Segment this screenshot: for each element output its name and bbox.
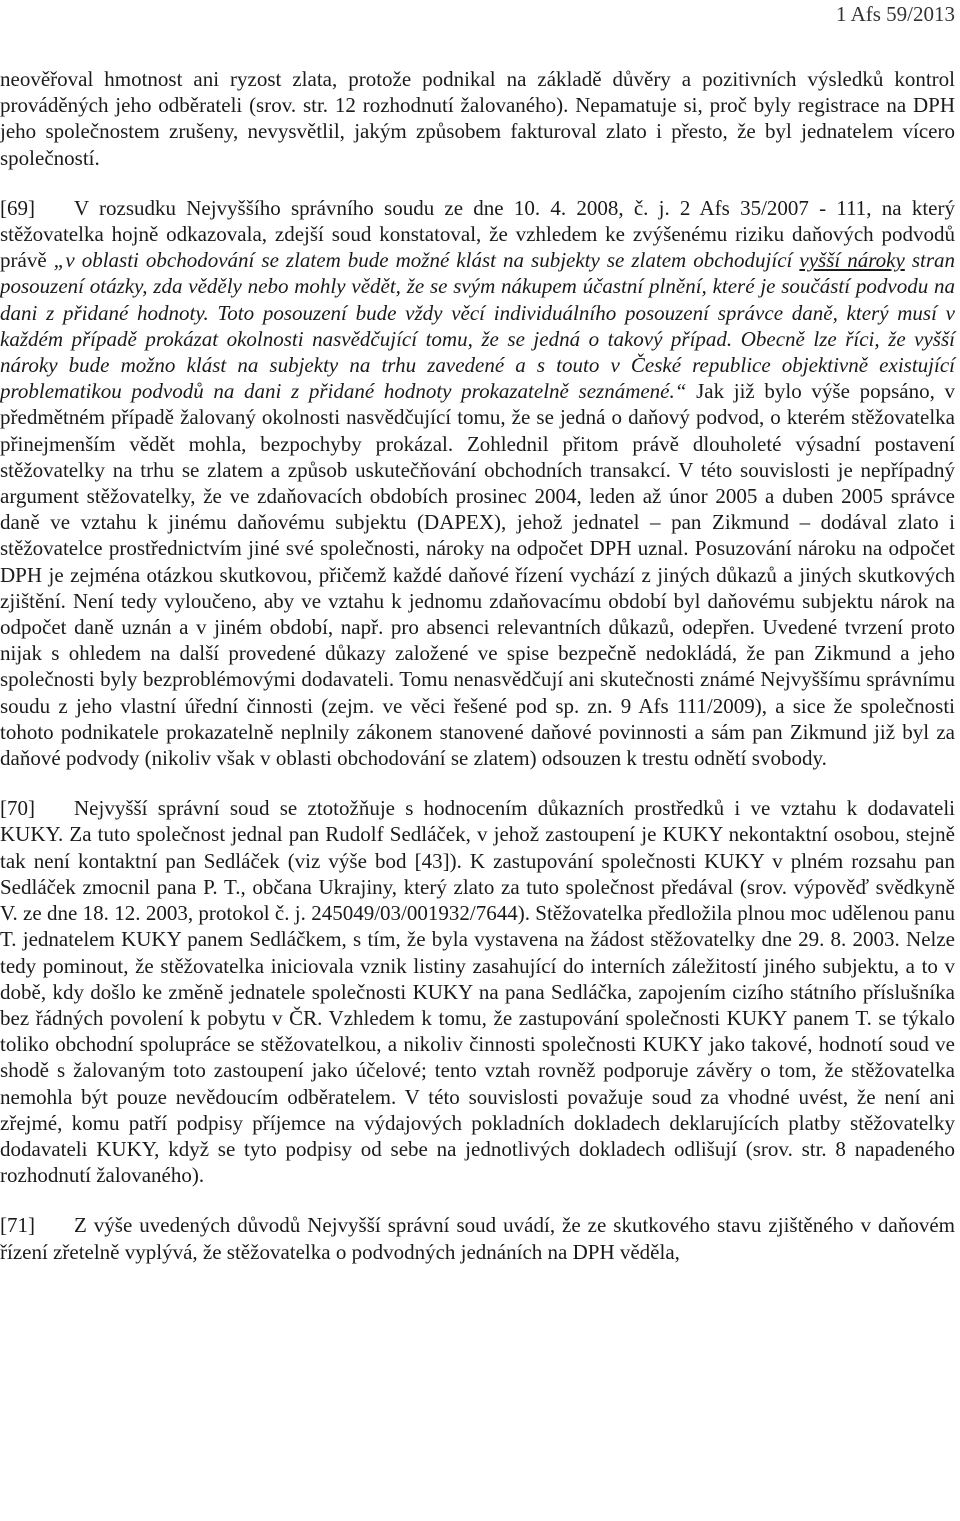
paragraph-text-continued: Jak již bylo výše popsáno, v předmětném případě žalovaný okolnosti nasvědčující tomu, že se jedná o daňový podvod, o kterém stěžovatelka přinejmenším vědět mohla, bezpochyby prokázal. Zohlednil přitom právě dlouholeté výsadní postavení stěžovatelky na trhu se zlatem a způsob uskutečňování obchodních transakcí. V této souvislosti je nepřípadný argument stěžovatelky, že ve zdaňovacích obdobích prosinec 2004, leden až únor 2005 a duben 2005 správce daně ve vztahu k jinému daňovému subjektu (DAPEX), jehož jednatel – pan Zikmund – dodával zlato i stěžovatelce prostřednictvím jiné své společnosti, nároky na odpočet DPH uznal. Posuzování nároku na odpočet DPH je zejména otázkou skutkovou, přičemž každé daňové řízení vychází z jiných důkazů a jiných skutkových zjištění. Není tedy vyloučeno, aby ve vztahu k jednomu zdaňovacímu období byl daňovému subjektu nárok na odpočet daně uznán a v jiném období, např. pro absenci relevantních důkazů, odepřen. Uvedené tvrzení proto nijak s ohledem na další provedené důkazy založené ve spise bezpečně nedokládá, že pan Zikmund a jeho společnosti byly bezproblémovými dodavateli. Tomu nenasvědčují ani skutečnosti známé Nejvyššímu správnímu soudu z jeho vlastní úřední činnosti (zejm. ve věci řešené pod sp. zn. 9 Afs 111/2009), a sice že společnosti tohoto podnikatele prokazatelně neplnily zákonem stanovené daňové povinnosti a sám pan Zikmund již byl za daňové podvody (nikoliv však v oblasti obchodování se zlatem) odsouzen k trestu odnětí svobody. xyxy=(0,379,955,771)
paragraph-70 xyxy=(0,795,955,1188)
court-quote: „v oblasti obchodování se zlatem bude možné klást na subjekty se zlatem obchodující xyxy=(53,248,800,273)
paragraph-gap xyxy=(0,1188,955,1212)
case-number-header: 1 Afs 59/2013 xyxy=(835,2,955,26)
paragraph-number: [71] xyxy=(0,1213,35,1238)
court-quote-continued: stran posouzení otázky, zda věděly nebo mohly vědět, že se svým nákupem účastní plnění, které je součástí podvodu na dani z přidané hodnoty. Toto posouzení bude vždy věcí individuálního posouzení správce daně, který musí v každém případě prokázat okolnosti nasvědčující tomu, že se jedná o takový případ. Obecně lze říci, že vyšší nároky bude možno klást na subjekty na trhu zavedené a s touto v České republice objektivně existující problematikou podvodů na dani z přidané hodnoty prokazatelně seznámené.“ xyxy=(0,248,956,404)
paragraph-69 xyxy=(0,195,955,771)
paragraph-text: Z výše uvedených důvodů Nejvyšší správní soud uvádí, že ze skutkového stavu zjištěného v daňovém řízení zřetelně vyplývá, že stěžovatelka o podvodných jednáních na DPH věděla, xyxy=(0,1213,955,1264)
paragraph-text: V rozsudku Nejvyššího správního soudu ze dne 10. 4. 2008, č. j. 2 Afs 35/2007 - 111, na který stěžovatelka hojně odkazovala, zdejší soud konstatoval, že vzhledem ke zvýšenému riziku daňových podvodů právě xyxy=(0,195,955,273)
intro-paragraph: neověřoval hmotnost ani ryzost zlata, protože podnikal na základě důvěry a pozitivních výsledků kontrol prováděných jeho odběrateli (srov. str. 12 rozhodnutí žalovaného). Nepamatuje si, proč byly registrace na DPH jeho společnostem zrušeny, nevysvětlil, jakým způsobem fakturoval zlato i přesto, že byl jednatelem vícero společností. xyxy=(0,67,955,170)
paragraph-71 xyxy=(0,1212,955,1264)
paragraph-number: [70] xyxy=(0,796,35,821)
paragraph-gap xyxy=(0,171,955,195)
paragraph-number: [69] xyxy=(0,195,35,220)
court-quote-underlined: vyšší nároky xyxy=(799,248,905,273)
paragraph-gap xyxy=(0,771,955,795)
paragraph-text: Nejvyšší správní soud se ztotožňuje s hodnocením důkazních prostředků i ve vztahu k dodavateli KUKY. Za tuto společnost jednal pan Rudolf Sedláček, v jehož zastoupení je KUKY nekontaktní osobou, stejně tak není kontaktní pan Sedláček (viz výše bod [43]). K zastupování společnosti KUKY v plném rozsahu pan Sedláček zmocnil pana P. T., občana Ukrajiny, který zlato za tuto společnost předával (srov. výpověď svědkyně V. ze dne 18. 12. 2003, protokol č. j. 245049/03/001932/7644). Stěžovatelka předložila plnou moc udělenou panu T. jednatelem KUKY panem Sedláčkem, s tím, že byla vystavena na žádost stěžovatelky dne 29. 8. 2003. Nelze tedy pominout, že stěžovatelka iniciovala vznik listiny zasahující do interních záležitostí jiného subjektu, a to v době, kdy došlo ke změně jednatele společnosti KUKY na pana Sedláčka, zapojením cizího státního příslušníka bez řádných povolení k pobytu v ČR. Vzhledem k tomu, že zastupování společnosti KUKY panem T. se týkalo toliko obchodní spolupráce se stěžovatelkou, a nikoliv činnosti společnosti KUKY jako takové, hodnotí soud ve shodě s žalovaným toto zastoupení jako účelové; tento vztah rovněž podporuje závěry o tom, že stěžovatelka nemohla být pouze nevědoucím odběratelem. V této souvislosti považuje soud za vhodné uvést, že není ani zřejmé, komu patří podpisy příjemce na výdajových pokladních dokladech deklarujících platby stěžovatelky dodavateli KUKY, když se tyto podpisy od sebe na jednotlivých dokladech odlišují (srov. str. 8 napadeného rozhodnutí žalovaného). xyxy=(0,796,955,1188)
document-body xyxy=(0,66,955,1265)
